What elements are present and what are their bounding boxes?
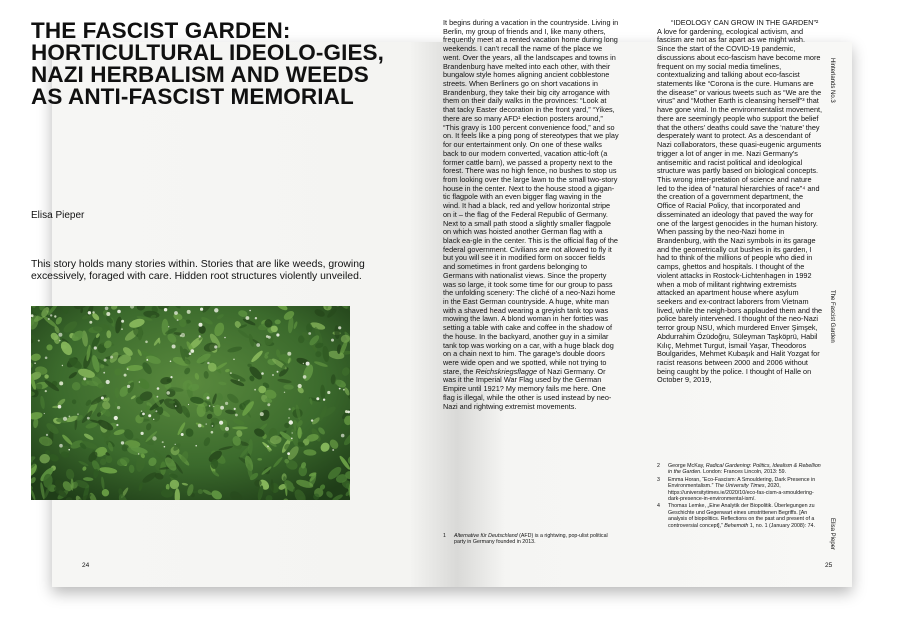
flower-dot — [127, 368, 129, 370]
flower-dot — [106, 312, 110, 316]
flower-dot — [138, 453, 139, 454]
flower-dot — [234, 408, 236, 410]
flower-dot — [139, 381, 141, 383]
flower-dot — [246, 316, 250, 320]
flower-dot — [38, 340, 40, 342]
flower-dot — [207, 362, 209, 364]
flower-dot — [256, 343, 260, 347]
flower-dot — [206, 423, 207, 424]
footnote-row — [657, 503, 823, 529]
flower-dot — [59, 381, 63, 385]
flower-dot — [327, 391, 330, 394]
flower-dot — [308, 332, 311, 335]
flower-dot — [214, 345, 217, 348]
footnote-italic: Alternative für Deutschland — [454, 533, 518, 539]
flower-dot — [62, 365, 63, 366]
flower-dot — [214, 308, 218, 312]
flower-dot — [331, 339, 334, 342]
footnote-number: 3 — [657, 476, 660, 483]
footnote-row — [443, 533, 619, 546]
flower-dot — [45, 390, 47, 392]
flower-dot — [153, 419, 154, 420]
flower-dot — [345, 410, 348, 413]
body-paragraph-2: A love for gardening, ecological activism, and fascism are not as far apart as we might wish. Since the start of the COVID-19 pandemic, discussions about eco-fascism have become more frequent on my social media timelines, contextualizing and talking about eco-fascist statements like “Corona is the cure. Humans are the disease” or various tweets such as “We are the virus” and “Mother Earth is cleansing herself”³ that have gone viral. In the environmentalist movement, there are seemingly people who support the belief that the others' deaths could save the ‘nature’ they desperately want to protect. As a descendant of Nazi collaborators, these quasi-eugenic arguments trigger a lot of anger in me. Nazi Germany's antisemitic and racist political and ideological structure was partly based on biological concepts. This wrong inter-pretation of science and nature led to the idea of “natural hierarchies of race”⁴ and the creation of a government department, the Office of Racial Policy, that incorporated and disseminated an ideology that paved the way for one of the largest genocides in the human history. When passing by the neo-Nazi home in Brandenburg, with the Nazi symbols in its garage and the geometrically cut bushes in its garden, I had to think of the millions of people who died in camps, ghettos and hospitals. I thought of the violent attacks in Rostock-Lichtenhagen in 1992 when a mob of militant rightwing extremists attacked an apartment house where asylum seekers and ex-contract laborers from Vietnam lived, while the neigh-bors applauded them and the police barely intervened. I thought of the neo-Nazi terror group NSU, which murdered Enver Şimşek, Abdurrahim Özüdoğru, Süleyman Taşköprü, Habil Kılıç, Mehmet Turgut, İsmail Yaşar, Theodoros Boulgarides, Mehmet Kubaşık and Halit Yozgat for racist reasons between 2000 and 2006 without being caught by the police. I thought of Halle on October 9, 2019, — [657, 26, 823, 385]
flower-dot — [255, 317, 257, 319]
flower-dot — [291, 438, 293, 440]
flower-dot — [267, 446, 269, 448]
flower-dot — [272, 374, 274, 376]
flower-dot — [164, 446, 166, 448]
flower-dot — [195, 445, 197, 447]
footnote-pre: Thomas Lemke, „Eine Analytik der Biopolitik. Überlegungen zu Geschichte und Gegenwart eines umstrittenen Begriffs. [An analysis of biopolitics. Reflections on the past and present of a controversial concept],” — [668, 503, 815, 529]
flower-dot — [145, 341, 148, 344]
flower-dot — [170, 361, 172, 363]
flower-dot — [103, 372, 105, 374]
flower-dot — [233, 359, 235, 361]
footnotes-right — [657, 463, 823, 529]
footnote-text — [668, 463, 823, 476]
footnote-body: (AFD) is a rightwing, pop-ulist political party in Germany founded in 2013. — [454, 533, 608, 546]
flower-dot — [199, 335, 201, 337]
footnote-post: , 2020, https://universitytimes.ie/2020/10/eco-fas-cism-a-smouldering-dark-presence-in-environmental-ism/. — [668, 483, 814, 503]
flower-dot — [343, 389, 345, 391]
flower-dot — [44, 413, 45, 414]
flower-dot — [116, 424, 118, 426]
running-head-publication: Hinterlands No.3 — [829, 58, 835, 103]
flower-dot — [54, 315, 56, 317]
leaf-shape — [232, 426, 248, 429]
footnote-pre: Emma Horan, “Eco-Fascism: A Smouldering, Dark Presence in Environmentalism.” — [668, 476, 816, 490]
flower-dot — [199, 323, 203, 327]
body-text-b: of Nazi Germany. Or was it the Imperial War Flag used by the German Empire until 1921? My memory fails me here. One flag is illegal, while the other is used instead by neo-Nazi and rightwing extremist movements. — [443, 366, 612, 411]
flower-dot — [101, 397, 104, 400]
flower-dot — [83, 377, 86, 380]
flower-dot — [175, 444, 176, 445]
flower-dot — [88, 311, 91, 314]
flower-dot — [45, 357, 48, 360]
footnote-text — [668, 503, 823, 529]
flower-dot — [124, 374, 127, 377]
flower-dot — [174, 311, 178, 315]
flower-dot — [141, 432, 144, 435]
flower-dot — [121, 320, 124, 323]
flower-dot — [268, 336, 271, 339]
flower-dot — [260, 412, 264, 416]
flower-dot — [177, 319, 179, 321]
flower-dot — [58, 405, 62, 409]
flower-dot — [152, 436, 156, 440]
flower-dot — [219, 421, 223, 425]
page-number-left: 24 — [82, 562, 90, 569]
flower-dot — [162, 441, 164, 443]
footnote-post: . London: Frances Lincoln, 2013: 59. — [700, 469, 787, 476]
flower-dot — [166, 391, 170, 395]
flower-dot — [289, 408, 291, 410]
flower-dot — [92, 311, 94, 313]
flower-dot — [191, 349, 195, 353]
flower-dot — [89, 321, 92, 324]
flower-dot — [224, 337, 226, 339]
footnote-text — [454, 533, 619, 546]
flower-dot — [207, 396, 210, 399]
flower-dot — [157, 396, 159, 398]
flower-dot — [235, 414, 238, 417]
flower-dot — [142, 413, 145, 416]
flower-dot — [117, 406, 120, 409]
flower-dot — [68, 449, 70, 451]
flower-dot — [212, 425, 214, 427]
weeds-photo-illustration — [31, 306, 350, 500]
footnote-pre: George McKay, — [668, 463, 706, 469]
flower-dot — [188, 404, 189, 405]
flower-dot — [155, 410, 157, 412]
flower-dot — [338, 326, 341, 329]
flower-dot — [127, 385, 130, 388]
author-name: Elisa Pieper — [31, 210, 85, 221]
flower-dot — [289, 420, 293, 424]
flower-dot — [287, 452, 290, 455]
flower-dot — [306, 362, 310, 366]
flower-dot — [261, 372, 264, 375]
footnote-row — [657, 477, 823, 503]
flower-dot — [187, 310, 191, 314]
body-column-2 — [657, 19, 823, 385]
flower-dot — [200, 308, 203, 311]
flower-dot — [332, 449, 334, 451]
flower-dot — [63, 417, 67, 421]
flower-dot — [339, 388, 341, 390]
flower-dot — [117, 310, 121, 314]
footnote-number: 4 — [657, 503, 660, 510]
flower-dot — [50, 314, 52, 316]
flower-dot — [114, 416, 118, 420]
flower-dot — [164, 308, 167, 311]
flower-dot — [288, 417, 290, 419]
flower-dot — [180, 335, 182, 337]
flower-dot — [181, 433, 184, 436]
flower-dot — [211, 431, 214, 434]
flower-dot — [323, 399, 325, 401]
flower-dot — [316, 397, 319, 400]
body-paragraph-1 — [443, 19, 619, 411]
flower-dot — [46, 434, 48, 436]
flower-dot — [311, 419, 313, 421]
intro-paragraph: This story holds many stories within. Stories that are like weeds, growing excessively, foraged with care. Hidden root structures violently unveiled. — [31, 259, 365, 283]
flower-dot — [267, 403, 270, 406]
flower-dot — [59, 444, 63, 448]
flower-dot — [230, 372, 232, 374]
flower-dot — [175, 405, 176, 406]
body-text-italic: Reichskriegsflagge — [475, 366, 538, 376]
flower-dot — [148, 414, 151, 417]
flower-dot — [276, 333, 279, 336]
flower-dot — [110, 356, 113, 359]
footnote-number: 2 — [657, 463, 660, 469]
flower-dot — [121, 441, 124, 444]
body-column-1 — [443, 19, 619, 411]
flower-dot — [87, 417, 90, 420]
flower-dot — [69, 416, 71, 418]
footnote-number: 1 — [443, 533, 446, 539]
footnote-1 — [443, 533, 619, 546]
body-text-a: It begins during a vacation in the countryside. Living in Berlin, my group of friends and I, like many others, frequently meet at a rented vacation home during long weekends. I can't recall the name of the place we went. Over the years, all the landscapes and towns in Brandenburg have melted into each other, with their bungalow style homes aligning ancient cobblestone streets. When Berliners go on short vacations in Brandenburg, they take their big city arrogance with them on their daily walks in the provinces: “Look at that tacky Easter decoration in the front yard,” “Yikes, there are so many AFD¹ election posters around,” “This gravy is 100 percent convenience food,” and so on. It feels like a ping pong of stereotypes that we play for our entertainment only. On one of these walks back to our modern converted, vacation attic-loft (a former cattle barn), we passed a property next to the forest. There was no high fence, no bushes to stop us from looking over the large lawn to the small two-story house in the center. Next to the house stood a gigan-tic flagpole with an even bigger flag waving in the wind. It had a black, red and yellow horizontal stripe on it – the flag of the Federal Republic of Germany. Next to a small path stood a slightly smaller flagpole on which was hoisted another German flag with a black ea-gle in the center. This is the official flag of the federal government. Civilians are not allowed to fly it but you will see it in modified form on soccer fields and sometimes in front gardens belonging to Germans with nationalist views. Since the property was so large, it took some time for our group to pass the unfolding scenery: The cliché of a neo-Nazi home in the East German countryside. A huge, white man with a shaved head wearing a greyish tank top was mowing the lawn. A blond woman in her forties was setting a table with cake and coffee in the shadow of the house. In the backyard, another guy in a similar tank top was working on a car, with a huge black dog on a chain next to him. The garage's double doors were wide open and we spotted, while not trying to stare, the — [443, 18, 619, 376]
flower-dot — [277, 371, 279, 373]
flower-dot — [189, 352, 192, 355]
flower-dot — [147, 359, 148, 360]
flower-dot — [298, 384, 302, 388]
flower-dot — [284, 392, 285, 393]
flower-dot — [238, 379, 240, 381]
footnote-row — [657, 463, 823, 476]
flower-dot — [106, 380, 110, 384]
flower-dot — [58, 333, 62, 337]
flower-dot — [94, 346, 97, 349]
flower-dot — [220, 406, 224, 410]
flower-dot — [157, 387, 160, 390]
flower-dot — [341, 434, 345, 438]
garden-photo — [31, 306, 350, 500]
flower-dot — [249, 310, 251, 312]
running-head-article: The Fascist Garden — [829, 290, 835, 343]
flower-dot — [287, 352, 291, 356]
flower-dot — [225, 427, 229, 431]
flower-dot — [48, 318, 50, 320]
flower-dot — [254, 389, 256, 391]
flower-dot — [170, 376, 172, 378]
flower-dot — [34, 362, 36, 364]
flower-dot — [303, 363, 304, 364]
flower-dot — [292, 432, 293, 433]
flower-dot — [121, 328, 123, 330]
section-subheading: “IDEOLOGY CAN GROW IN THE GARDEN”² — [671, 18, 819, 27]
flower-dot — [303, 375, 307, 379]
flower-dot — [77, 413, 79, 415]
article-title: THE FASCIST GARDEN: HORTICULTURAL IDEOLO-GIES, NAZI HERBALISM AND WEEDS AS ANTI-FASCIST MEMORIAL — [31, 18, 385, 109]
footnote-italic: Radical Gardening: Politics, Idealism & Rebellion in the Garden — [668, 463, 821, 476]
footnote-post: 1, no. 1 (January 2008): 74. — [748, 522, 815, 529]
flower-dot — [59, 340, 60, 341]
running-head-author: Elisa Pieper — [829, 518, 835, 551]
flower-dot — [225, 402, 228, 405]
leaf-shape — [283, 476, 286, 481]
flower-dot — [168, 326, 169, 327]
flower-dot — [198, 424, 202, 428]
page-number-right: 25 — [825, 562, 833, 569]
flower-dot — [213, 406, 214, 407]
flower-dot — [209, 405, 211, 407]
flower-dot — [104, 359, 107, 362]
flower-dot — [105, 307, 109, 311]
footnote-italic: The University Times — [714, 483, 765, 490]
footnote-text — [668, 477, 823, 503]
flower-dot — [172, 345, 176, 349]
flower-dot — [141, 411, 142, 412]
footnote-italic: Behemoth — [724, 522, 749, 529]
